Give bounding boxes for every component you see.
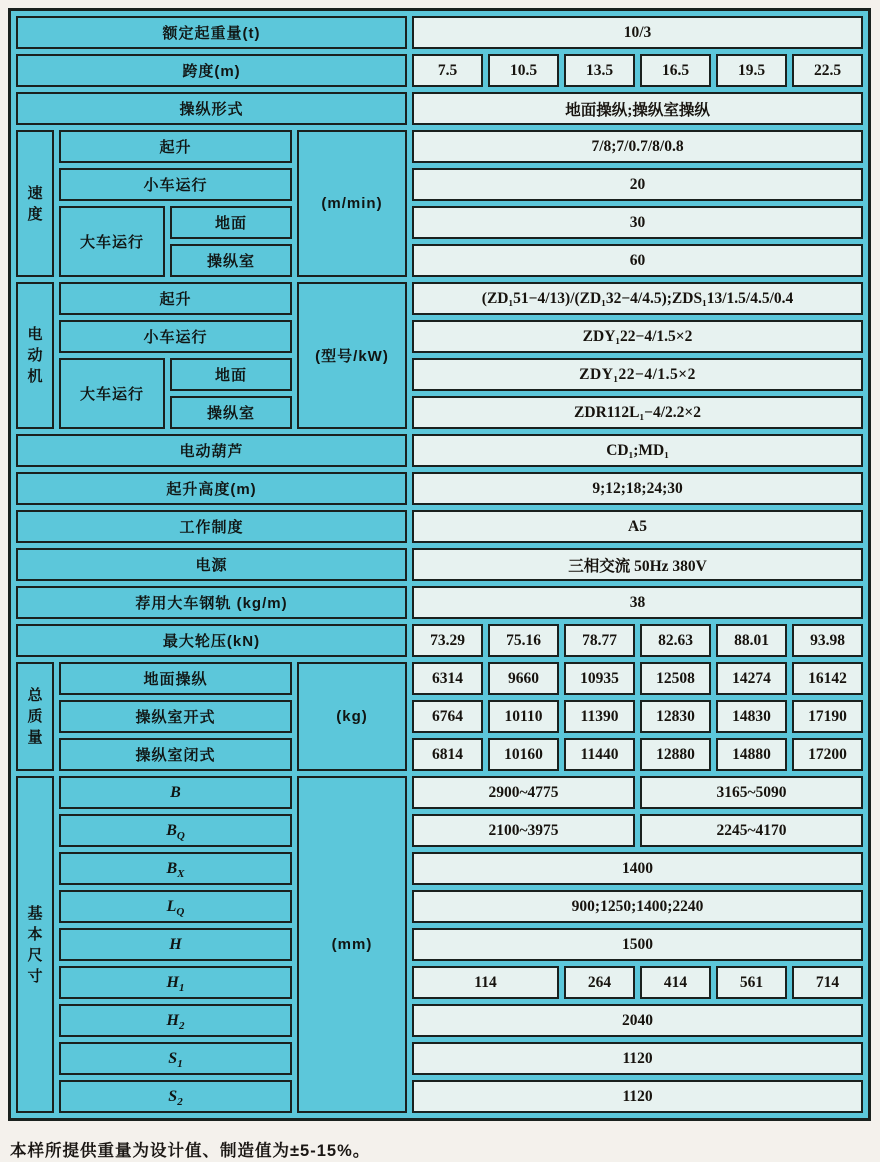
dim-h-label: H <box>59 928 292 961</box>
dim-h-value: 1500 <box>412 928 863 961</box>
speed-crane-ground-value: 30 <box>412 206 863 239</box>
speed-trolley-label: 小车运行 <box>59 168 292 201</box>
lift-height-label: 起升高度(m) <box>16 472 407 505</box>
rated-capacity-label: 额定起重量(t) <box>16 16 407 49</box>
power-supply-label: 电源 <box>16 548 407 581</box>
mass-cab-closed-value-1: 6814 <box>412 738 483 771</box>
motor-unit: (型号/kW) <box>297 282 407 429</box>
control-mode-value: 地面操纵;操纵室操纵 <box>412 92 863 125</box>
mass-ground-value-4: 12508 <box>640 662 711 695</box>
row-dim-lq <box>16 890 863 923</box>
row-dim-h <box>16 928 863 961</box>
wheel-load-value-2: 75.16 <box>488 624 559 657</box>
span-value-2: 10.5 <box>488 54 559 87</box>
dim-s1-label: $S_1$ <box>59 1042 292 1075</box>
control-mode-label: 操纵形式 <box>16 92 407 125</box>
motor-crane-cabin-value: ZDR112L₁−4/2.2×2 <box>412 396 863 429</box>
mass-cab-open-value-5: 14830 <box>716 700 787 733</box>
dim-h1-value-2: 264 <box>564 966 635 999</box>
dims-category: 基本尺寸 <box>16 776 54 1113</box>
dim-h2-label: $H_2$ <box>59 1004 292 1037</box>
mass-ground-value-6: 16142 <box>792 662 863 695</box>
span-value-5: 19.5 <box>716 54 787 87</box>
speed-crane-cabin-label: 操纵室 <box>170 244 292 277</box>
span-value-4: 16.5 <box>640 54 711 87</box>
electric-hoist-value: CD₁;MD₁ <box>412 434 863 467</box>
motor-crane-ground-label: 地面 <box>170 358 292 391</box>
speed-crane-label: 大车运行 <box>59 206 165 277</box>
row-dim-s2 <box>16 1080 863 1113</box>
dim-s1-value: 1120 <box>412 1042 863 1075</box>
dim-h1-label: $H_1$ <box>59 966 292 999</box>
dim-lq-value: 900;1250;1400;2240 <box>412 890 863 923</box>
speed-hoist-label: 起升 <box>59 130 292 163</box>
mass-ground-value-1: 6314 <box>412 662 483 695</box>
wheel-load-value-5: 88.01 <box>716 624 787 657</box>
duty-class-label: 工作制度 <box>16 510 407 543</box>
mass-cab-open-value-1: 6764 <box>412 700 483 733</box>
row-mass-cab-open <box>16 700 863 733</box>
electric-hoist-label: 电动葫芦 <box>16 434 407 467</box>
wheel-load-label: 最大轮压(kN) <box>16 624 407 657</box>
row-speed-hoist <box>16 130 863 163</box>
dim-h1-value-3: 414 <box>640 966 711 999</box>
speed-category: 速度 <box>16 130 54 277</box>
dim-bx-label: $B_X$ <box>59 852 292 885</box>
speed-crane-ground-label: 地面 <box>170 206 292 239</box>
row-dim-bq <box>16 814 863 847</box>
row-mass-ground <box>16 662 863 695</box>
mass-cab-closed-value-2: 10160 <box>488 738 559 771</box>
span-value-6: 22.5 <box>792 54 863 87</box>
dim-h1-value-4: 561 <box>716 966 787 999</box>
row-span <box>16 54 863 87</box>
motor-hoist-label: 起升 <box>59 282 292 315</box>
span-value-3: 13.5 <box>564 54 635 87</box>
mass-cab-open-value-6: 17190 <box>792 700 863 733</box>
speed-trolley-value: 20 <box>412 168 863 201</box>
motor-trolley-label: 小车运行 <box>59 320 292 353</box>
rail-label: 荐用大车钢轨 (kg/m) <box>16 586 407 619</box>
mass-cab-open-label: 操纵室开式 <box>59 700 292 733</box>
row-control-mode <box>16 92 863 125</box>
motor-crane-ground-value: ZDY₁22−4/1.5×2 <box>412 358 863 391</box>
dim-b-value-right: 3165~5090 <box>640 776 863 809</box>
power-supply-value: 三相交流 50Hz 380V <box>412 548 863 581</box>
mass-cab-closed-value-3: 11440 <box>564 738 635 771</box>
wheel-load-value-6: 93.98 <box>792 624 863 657</box>
row-lift-height <box>16 472 863 505</box>
row-dim-h1 <box>16 966 863 999</box>
dims-unit: (mm) <box>297 776 407 1113</box>
rail-value: 38 <box>412 586 863 619</box>
speed-hoist-value: 7/8;7/0.7/8/0.8 <box>412 130 863 163</box>
mass-ground-value-3: 10935 <box>564 662 635 695</box>
mass-cab-closed-value-6: 17200 <box>792 738 863 771</box>
row-motor-hoist <box>16 282 863 315</box>
row-motor-crane-ground <box>16 358 863 391</box>
row-motor-trolley <box>16 320 863 353</box>
row-power-supply <box>16 548 863 581</box>
row-duty-class <box>16 510 863 543</box>
mass-cab-closed-label: 操纵室闭式 <box>59 738 292 771</box>
motor-category: 电动机 <box>16 282 54 429</box>
span-label: 跨度(m) <box>16 54 407 87</box>
motor-hoist-value: (ZD₁51−4/13)/(ZD₁32−4/4.5);ZDS₁13/1.5/4.5/0.4 <box>412 282 863 315</box>
dim-b-label: B <box>59 776 292 809</box>
motor-crane-label: 大车运行 <box>59 358 165 429</box>
mass-cab-closed-value-5: 14880 <box>716 738 787 771</box>
row-rated-capacity <box>16 16 863 49</box>
dim-h2-value: 2040 <box>412 1004 863 1037</box>
mass-cab-open-value-3: 11390 <box>564 700 635 733</box>
mass-ground-label: 地面操纵 <box>59 662 292 695</box>
dim-bq-value-right: 2245~4170 <box>640 814 863 847</box>
speed-unit: (m/min) <box>297 130 407 277</box>
wheel-load-value-4: 82.63 <box>640 624 711 657</box>
mass-unit: (kg) <box>297 662 407 771</box>
dim-s2-value: 1120 <box>412 1080 863 1113</box>
row-wheel-load <box>16 624 863 657</box>
row-dim-h2 <box>16 1004 863 1037</box>
dim-h1-value-5: 714 <box>792 966 863 999</box>
row-dim-s1 <box>16 1042 863 1075</box>
speed-crane-cabin-value: 60 <box>412 244 863 277</box>
row-rail <box>16 586 863 619</box>
motor-trolley-value: ZDY₁22−4/1.5×2 <box>412 320 863 353</box>
span-value-1: 7.5 <box>412 54 483 87</box>
crane-spec-table <box>8 8 871 1121</box>
dim-s2-label: $S_2$ <box>59 1080 292 1113</box>
row-speed-crane-ground <box>16 206 863 239</box>
mass-cab-closed-value-4: 12880 <box>640 738 711 771</box>
duty-class-value: A5 <box>412 510 863 543</box>
rated-capacity-value: 10/3 <box>412 16 863 49</box>
mass-cab-open-value-2: 10110 <box>488 700 559 733</box>
row-electric-hoist <box>16 434 863 467</box>
dim-bq-label: $B_Q$ <box>59 814 292 847</box>
mass-category: 总质量 <box>16 662 54 771</box>
footnote: 本样所提供重量为设计值、制造值为±5-15%。 <box>10 1142 371 1160</box>
row-dim-bx <box>16 852 863 885</box>
mass-ground-value-2: 9660 <box>488 662 559 695</box>
dim-bq-value-left: 2100~3975 <box>412 814 635 847</box>
mass-cab-open-value-4: 12830 <box>640 700 711 733</box>
lift-height-value: 9;12;18;24;30 <box>412 472 863 505</box>
dim-lq-label: $L_Q$ <box>59 890 292 923</box>
row-dim-b <box>16 776 863 809</box>
mass-ground-value-5: 14274 <box>716 662 787 695</box>
wheel-load-value-1: 73.29 <box>412 624 483 657</box>
dim-h1-value-1: 114 <box>412 966 559 999</box>
wheel-load-value-3: 78.77 <box>564 624 635 657</box>
dim-bx-value: 1400 <box>412 852 863 885</box>
row-mass-cab-closed <box>16 738 863 771</box>
motor-crane-cabin-label: 操纵室 <box>170 396 292 429</box>
row-speed-trolley <box>16 168 863 201</box>
dim-b-value-left: 2900~4775 <box>412 776 635 809</box>
